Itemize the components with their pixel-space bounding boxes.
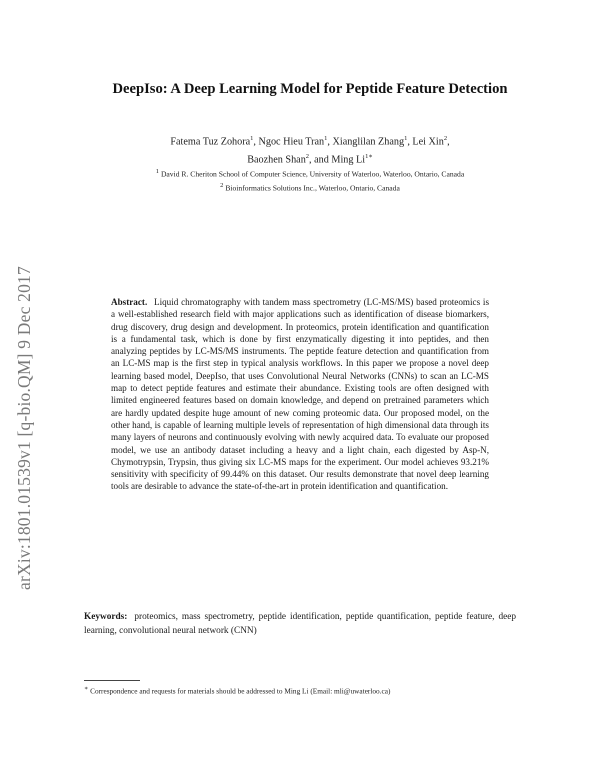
abstract-text: Liquid chromatography with tandem mass spectrometry (LC-MS/MS) based proteomics is a well-established research field with major applications such as identification of disease biomarkers, drug discovery, drug design and development. In proteomics, protein identification and quantification is a fundamental task, which is done by first enzymatically digesting it into peptides, and then analyzing peptides by LC-MS/MS instruments. The peptide feature detection and quantification from an LC-MS map is the first step in typical analysis workflows. In this paper we propose a novel deep learning based model, DeepIso, that uses Convolutional Neural Networks (CNNs) to scan an LC-MS map to detect peptide features and estimate their abundance. Existing tools are often designed with limited engineered features based on domain knowledge, and depend on pretrained parameters which are hardly updated despite huge amount of new coming proteomic data. Our proposed model, on the other hand, is capable of learning multiple levels of representation of high dimensional data through its many layers of neurons and continuously evolving with newly acquired data. To evaluate our proposed model, we use an antibody dataset including a heavy and a light chain, each digested by Asp-N, Chymotrypsin, Trypsin, thus giving six LC-MS maps for the experiment. Our model achieves 93.21% sensitivity with specificity of 99.44% on this dataset. Our results demonstrate that novel deep learning tools are desirable to advance the state-of-the-art in protein identification and quantification. (111, 297, 489, 492)
keywords-block (84, 611, 516, 638)
author-separator: , (253, 136, 259, 148)
affiliation-mark: 1 (324, 135, 328, 142)
affiliation-mark: 2 (443, 135, 448, 142)
keywords-label: Keywords: (84, 612, 128, 622)
author-name: Ming Li (331, 154, 366, 166)
footnote-divider (84, 680, 140, 681)
affiliation-line (100, 166, 520, 180)
arxiv-identifier-stamp[interactable]: arXiv:1801.01539v1 [q-bio.QM] 9 Dec 2017 (14, 266, 34, 590)
correspondence-footnote (84, 684, 524, 696)
author-separator: , (407, 136, 413, 148)
author-separator: , (447, 136, 450, 148)
footnote-text: Correspondence and requests for materials should be addressed to Ming Li (Email: mli@uwaterloo.ca) (90, 686, 391, 696)
affiliation-text: Bioinformatics Solutions Inc., Waterloo, Ontario, Canada (225, 183, 400, 193)
author-name: Xianglilan Zhang (332, 136, 405, 148)
affiliation-mark: 2 (305, 153, 310, 161)
affiliation-text: David R. Cheriton School of Computer Science, University of Waterloo, Waterloo, Ontario, Canada (160, 169, 465, 179)
author-name: Ngoc Hieu Tran (258, 136, 325, 148)
author-name: Lei Xin (412, 136, 444, 148)
keywords-text: proteomics, mass spectrometry, peptide identification, peptide quantification, peptide feature, deep learning, convolutional neural network (CNN) (84, 612, 516, 636)
affiliation-list (100, 166, 520, 193)
affiliation-line (100, 180, 520, 194)
abstract-block (111, 296, 489, 493)
author-separator: , (327, 136, 333, 148)
author-separator: , and (309, 154, 332, 166)
footnote-mark: ∗ (84, 686, 89, 692)
affiliation-mark: 1 (404, 135, 408, 142)
abstract-label: Abstract. (111, 297, 148, 307)
affiliation-mark: 1∗ (365, 153, 373, 161)
author-list (110, 131, 510, 168)
paper-title: DeepIso: A Deep Learning Model for Peptide Feature Detection (112, 81, 508, 97)
author-name: Fatema Tuz Zohora (170, 136, 251, 148)
affiliation-mark: 2 (220, 181, 224, 189)
author-name: Baozhen Shan (247, 154, 306, 166)
affiliation-mark: 1 (250, 135, 254, 142)
affiliation-mark: 1 (155, 168, 160, 175)
